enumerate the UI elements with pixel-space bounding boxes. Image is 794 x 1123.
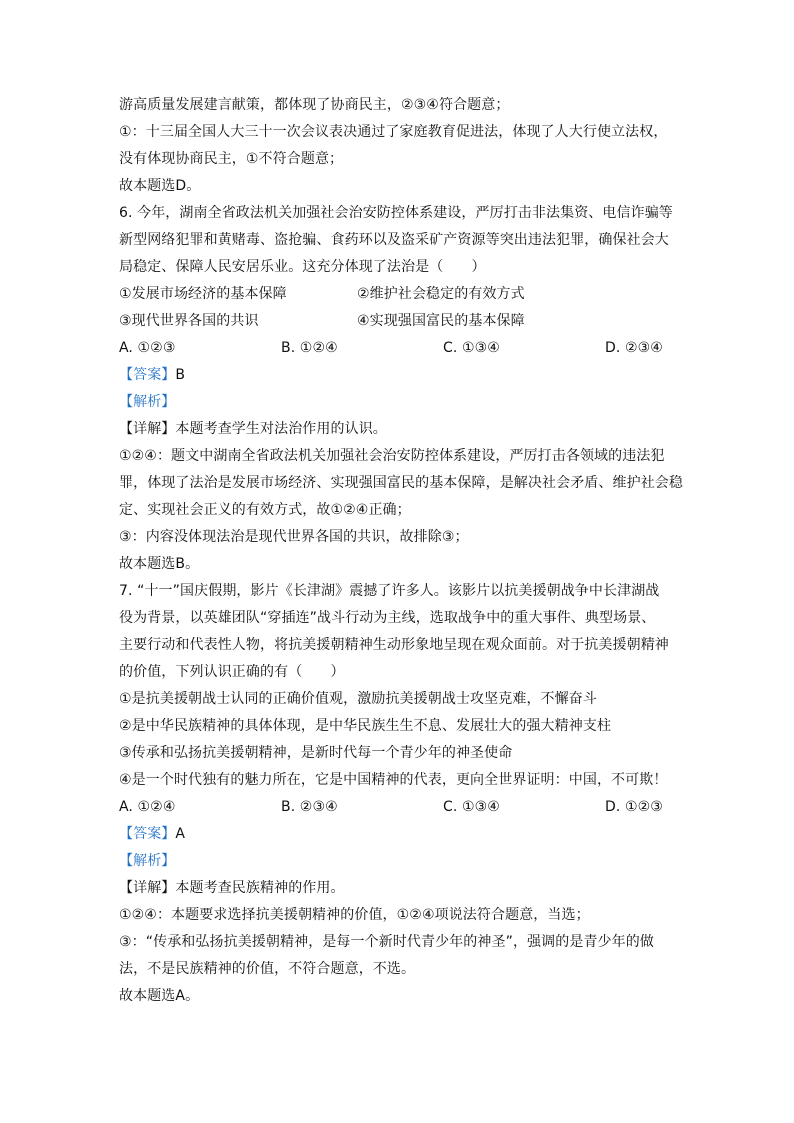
q7-analysis [119,848,679,875]
answer-tag: 【答案】 [119,826,176,842]
q6-choice-a: A. ①②③ [119,340,176,356]
q7-stem-line: 役为背景，以英雄团队“穿插连”战斗行动为主线，选取战争中的重大事件、典型场景、 [119,610,656,626]
intro-line: 没有体现协商民主，①不符合题意； [119,151,344,167]
q7-answer [119,821,679,848]
q6-answer [119,362,679,389]
detail-text: 本题考查学生对法治作用的认识。 [175,421,387,437]
analysis-tag: 【解析】 [119,394,176,410]
q7-detail [119,875,679,902]
q7-choices-row [119,794,679,821]
q7-choice-c: C. ①③④ [443,799,500,815]
q7-explain-line: 法，不是民族精神的价值，不符合题意，不选。 [119,961,416,977]
q6-choice-d: D. ②③④ [605,340,663,356]
q6-statement: ②维护社会稳定的有效方式 [357,286,525,302]
q6-explain-line: ①②④：题文中湖南全省政法机关加强社会治安防控体系建设，严厉打击各领域的违法犯 [119,448,665,464]
answer-tag: 【答案】 [119,367,176,383]
intro-conclusion: 故本题选D。 [119,178,201,194]
q7-stem-line: 的价值，下列认识正确的有（ ） [119,664,345,680]
intro-line: ①：十三届全国人大三十一次会议表决通过了家庭教育促进法，体现了人大行使立法权， [119,124,668,140]
q7-stem-line: 主要行动和代表性人物，将抗美援朝精神生动形象地呈现在观众面前。对于抗美援朝精神 [119,637,669,653]
q6-analysis [119,389,679,416]
q6-stem-line: 新型网络犯罪和黄赌毒、盗抢骗、食药环以及盗采矿产资源等突出违法犯罪，确保社会大 [119,232,669,248]
detail-text: 本题考查民族精神的作用。 [175,880,345,896]
q7-statement: ③传承和弘扬抗美援朝精神，是新时代每一个青少年的神圣使命 [119,745,513,761]
q7-conclusion: 故本题选A。 [119,988,200,1004]
q6-statement: ①发展市场经济的基本保障 [119,286,287,302]
q7-explain-line: ③：“传承和弘扬抗美援朝精神，是每一个新时代青少年的神圣”，强调的是青少年的做 [119,934,654,950]
q6-statements-row [119,281,679,308]
detail-tag: 【详解】 [119,421,176,437]
q6-choices-row [119,335,679,362]
answer-value: A [175,826,186,842]
document-page [119,92,683,1010]
q7-statement: ②是中华民族精神的具体体现，是中华民族生生不息、发展壮大的强大精神支柱 [119,718,612,734]
q6-statements-row [119,308,679,335]
q6-conclusion: 故本题选B。 [119,556,200,572]
q7-explain-line: ①②④：本题要求选择抗美援朝精神的价值，①②④项说法符合题意，当选； [119,907,590,923]
q7-statement: ①是抗美援朝战士认同的正确价值观，激励抗美援朝战士攻坚克难，不懈奋斗 [119,691,597,707]
q6-explain-line: ③：内容没体现法治是现代世界各国的共识，故排除③； [119,529,469,545]
q6-choice-b: B. ①②④ [281,340,338,356]
q7-choice-a: A. ①②④ [119,799,176,815]
analysis-tag: 【解析】 [119,853,176,869]
q6-explain-line: 罪，体现了法治是发展市场经济、实现强国富民的基本保障，是解决社会矛盾、维护社会稳 [119,475,683,491]
q7-statement: ④是一个时代独有的魅力所在，它是中国精神的代表，更向全世界证明：中国，不可欺！ [119,772,668,788]
q6-detail [119,416,679,443]
detail-tag: 【详解】 [119,880,176,896]
intro-line: 游高质量发展建言献策，都体现了协商民主，②③④符合题意； [119,97,510,113]
q7-choice-d: D. ①②③ [605,799,663,815]
answer-value: B [175,367,186,383]
q7-stem-line: 7. “十一”国庆假期，影片《长津湖》震撼了许多人。该影片以抗美援朝战争中长津湖战 [119,583,660,599]
q7-choice-b: B. ②③④ [281,799,338,815]
q6-statement: ③现代世界各国的共识 [119,313,259,329]
q6-statement: ④实现强国富民的基本保障 [357,313,525,329]
q6-stem-line: 局稳定、保障人民安居乐业。这充分体现了法治是（ ） [119,259,486,275]
q6-explain-line: 定、实现社会正义的有效方式，故①②④正确； [119,502,411,518]
q6-choice-c: C. ①③④ [443,340,500,356]
q6-stem-line: 6. 今年，湖南全省政法机关加强社会治安防控体系建设，严厉打击非法集资、电信诈骗等 [119,205,673,221]
